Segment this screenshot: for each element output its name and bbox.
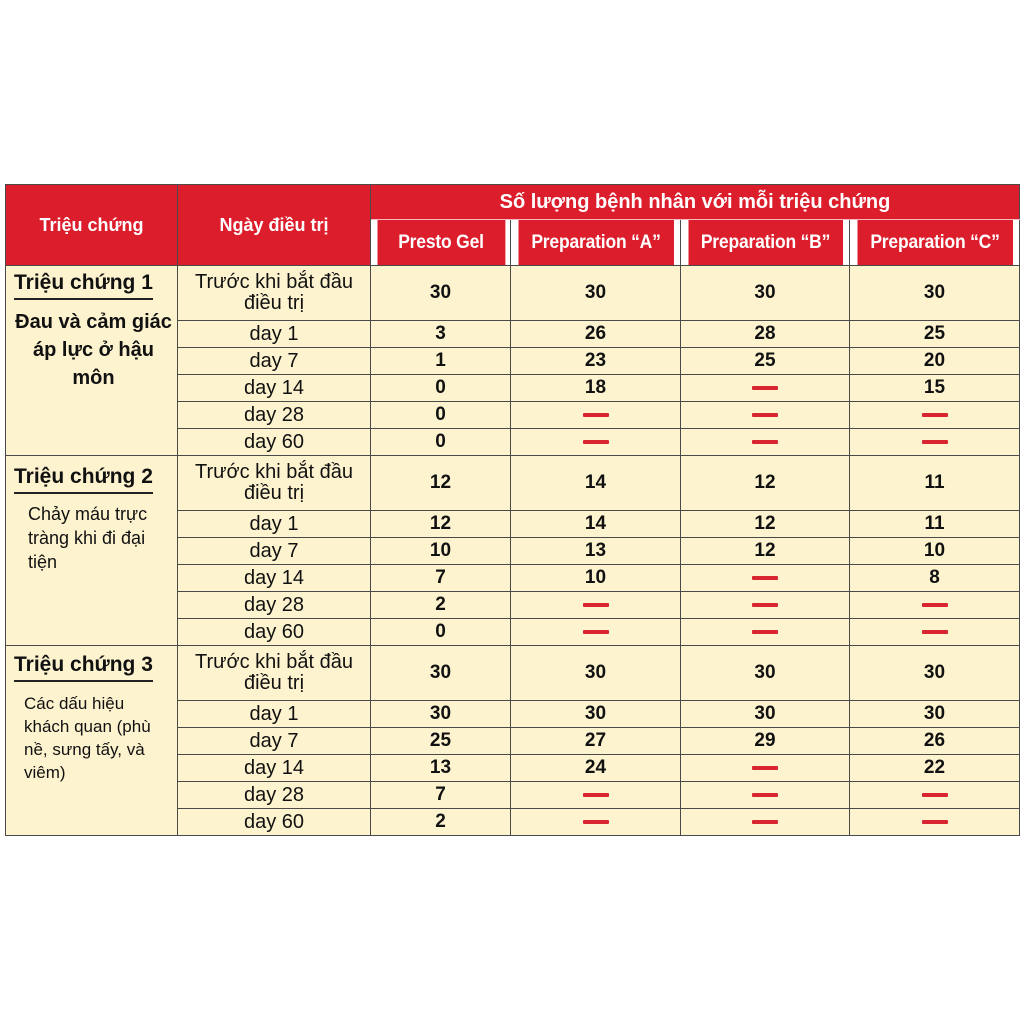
- treatment-day-cell: day 7: [178, 728, 371, 755]
- no-data-cell: [850, 429, 1020, 456]
- header-preparation-a: Preparation “A”: [517, 220, 673, 266]
- patient-count-cell: 15: [850, 375, 1020, 402]
- table-body: [6, 266, 1020, 836]
- no-data-dash-icon: [922, 413, 948, 417]
- patient-count-cell: 3: [371, 321, 511, 348]
- patient-count-cell: 10: [850, 538, 1020, 565]
- no-data-dash-icon: [583, 603, 609, 607]
- patient-count-cell: 11: [850, 456, 1020, 511]
- patient-count-cell: 11: [850, 511, 1020, 538]
- no-data-cell: [681, 592, 850, 619]
- patient-count-cell: 30: [850, 701, 1020, 728]
- treatment-day-cell: day 14: [178, 375, 371, 402]
- no-data-cell: [850, 809, 1020, 836]
- no-data-cell: [850, 782, 1020, 809]
- no-data-cell: [681, 375, 850, 402]
- no-data-cell: [511, 809, 681, 836]
- no-data-cell: [511, 402, 681, 429]
- patient-count-cell: 30: [371, 701, 511, 728]
- patient-count-cell: 18: [511, 375, 681, 402]
- no-data-dash-icon: [752, 576, 778, 580]
- patient-count-cell: 28: [681, 321, 850, 348]
- patient-count-cell: 26: [511, 321, 681, 348]
- patient-count-cell: 14: [511, 511, 681, 538]
- patient-count-cell: 8: [850, 565, 1020, 592]
- patient-count-cell: 2: [371, 592, 511, 619]
- no-data-cell: [511, 782, 681, 809]
- no-data-dash-icon: [752, 386, 778, 390]
- no-data-cell: [850, 592, 1020, 619]
- patient-count-cell: 30: [681, 646, 850, 701]
- header-patient-count: Số lượng bệnh nhân với mỗi triệu chứng: [371, 185, 1020, 220]
- table-row: [6, 456, 1020, 511]
- patient-count-cell: 30: [371, 646, 511, 701]
- no-data-dash-icon: [752, 820, 778, 824]
- patient-count-cell: 14: [511, 456, 681, 511]
- no-data-dash-icon: [922, 820, 948, 824]
- no-data-dash-icon: [752, 793, 778, 797]
- header-preparation-b: Preparation “B”: [687, 220, 842, 266]
- symptom-cell-3: [6, 646, 178, 836]
- header-symptom: Triệu chứng: [6, 185, 178, 266]
- treatment-day-cell: Trước khi bắt đầu điều trị: [178, 456, 371, 511]
- patient-count-cell: 13: [371, 755, 511, 782]
- treatment-day-cell: day 1: [178, 321, 371, 348]
- patient-count-cell: 30: [511, 646, 681, 701]
- treatment-day-cell: day 60: [178, 619, 371, 646]
- symptom-results-table: [5, 184, 1020, 836]
- symptom-title: Triệu chứng 2: [14, 464, 153, 494]
- no-data-dash-icon: [752, 603, 778, 607]
- patient-count-cell: 29: [681, 728, 850, 755]
- patient-count-cell: 25: [371, 728, 511, 755]
- symptom-description: Chảy máu trực tràng khi đi đại tiện: [28, 504, 148, 572]
- header-treatment-day: Ngày điều trị: [178, 185, 371, 266]
- table-row: [6, 646, 1020, 701]
- patient-count-cell: 22: [850, 755, 1020, 782]
- patient-count-cell: 0: [371, 375, 511, 402]
- no-data-dash-icon: [583, 630, 609, 634]
- treatment-day-cell: day 60: [178, 429, 371, 456]
- no-data-cell: [511, 429, 681, 456]
- treatment-day-cell: day 7: [178, 348, 371, 375]
- symptom-description: Đau và cảm giác áp lực ở hậu môn: [15, 311, 172, 389]
- header-presto-gel: Presto Gel: [376, 220, 505, 266]
- symptom-title: Triệu chứng 1: [14, 270, 153, 300]
- table-row: [6, 266, 1020, 321]
- no-data-dash-icon: [752, 766, 778, 770]
- patient-count-cell: 0: [371, 619, 511, 646]
- treatment-day-cell: day 1: [178, 701, 371, 728]
- symptom-description: Các dấu hiệu khách quan (phù nề, sưng tấy, và viêm): [24, 694, 151, 782]
- patient-count-cell: 30: [850, 266, 1020, 321]
- patient-count-cell: 30: [511, 701, 681, 728]
- no-data-cell: [511, 592, 681, 619]
- patient-count-cell: 12: [371, 511, 511, 538]
- symptom-cell-1: [6, 266, 178, 456]
- patient-count-cell: 2: [371, 809, 511, 836]
- treatment-day-cell: day 1: [178, 511, 371, 538]
- patient-count-cell: 12: [681, 538, 850, 565]
- patient-count-cell: 20: [850, 348, 1020, 375]
- symptom-title: Triệu chứng 3: [14, 652, 153, 682]
- patient-count-cell: 25: [850, 321, 1020, 348]
- treatment-day-cell: day 14: [178, 755, 371, 782]
- treatment-day-cell: day 60: [178, 809, 371, 836]
- patient-count-cell: 30: [681, 266, 850, 321]
- no-data-dash-icon: [583, 820, 609, 824]
- no-data-dash-icon: [752, 440, 778, 444]
- no-data-cell: [681, 619, 850, 646]
- patient-count-cell: 10: [511, 565, 681, 592]
- patient-count-cell: 7: [371, 782, 511, 809]
- treatment-day-cell: day 28: [178, 782, 371, 809]
- no-data-cell: [681, 809, 850, 836]
- treatment-day-cell: Trước khi bắt đầu điều trị: [178, 646, 371, 701]
- patient-count-cell: 12: [371, 456, 511, 511]
- patient-count-cell: 7: [371, 565, 511, 592]
- no-data-cell: [681, 402, 850, 429]
- patient-count-cell: 10: [371, 538, 511, 565]
- patient-count-cell: 30: [681, 701, 850, 728]
- patient-count-cell: 1: [371, 348, 511, 375]
- treatment-day-cell: day 14: [178, 565, 371, 592]
- table-header: [6, 185, 1020, 266]
- patient-count-cell: 12: [681, 511, 850, 538]
- no-data-dash-icon: [922, 440, 948, 444]
- patient-count-cell: 30: [511, 266, 681, 321]
- no-data-cell: [681, 429, 850, 456]
- no-data-dash-icon: [583, 413, 609, 417]
- treatment-day-cell: Trước khi bắt đầu điều trị: [178, 266, 371, 321]
- treatment-day-cell: day 28: [178, 592, 371, 619]
- no-data-dash-icon: [752, 630, 778, 634]
- no-data-dash-icon: [922, 603, 948, 607]
- no-data-dash-icon: [752, 413, 778, 417]
- no-data-cell: [850, 619, 1020, 646]
- patient-count-cell: 25: [681, 348, 850, 375]
- treatment-day-cell: day 28: [178, 402, 371, 429]
- patient-count-cell: 27: [511, 728, 681, 755]
- patient-count-cell: 26: [850, 728, 1020, 755]
- header-preparation-c: Preparation “C”: [856, 220, 1012, 266]
- patient-count-cell: 30: [850, 646, 1020, 701]
- symptom-cell-2: [6, 456, 178, 646]
- no-data-cell: [681, 565, 850, 592]
- no-data-cell: [850, 402, 1020, 429]
- no-data-dash-icon: [922, 630, 948, 634]
- patient-count-cell: 0: [371, 402, 511, 429]
- no-data-cell: [681, 755, 850, 782]
- no-data-cell: [511, 619, 681, 646]
- patient-count-cell: 12: [681, 456, 850, 511]
- patient-count-cell: 13: [511, 538, 681, 565]
- patient-count-cell: 24: [511, 755, 681, 782]
- patient-count-cell: 0: [371, 429, 511, 456]
- no-data-dash-icon: [583, 440, 609, 444]
- no-data-dash-icon: [922, 793, 948, 797]
- patient-count-cell: 23: [511, 348, 681, 375]
- patient-count-cell: 30: [371, 266, 511, 321]
- treatment-day-cell: day 7: [178, 538, 371, 565]
- no-data-cell: [681, 782, 850, 809]
- no-data-dash-icon: [583, 793, 609, 797]
